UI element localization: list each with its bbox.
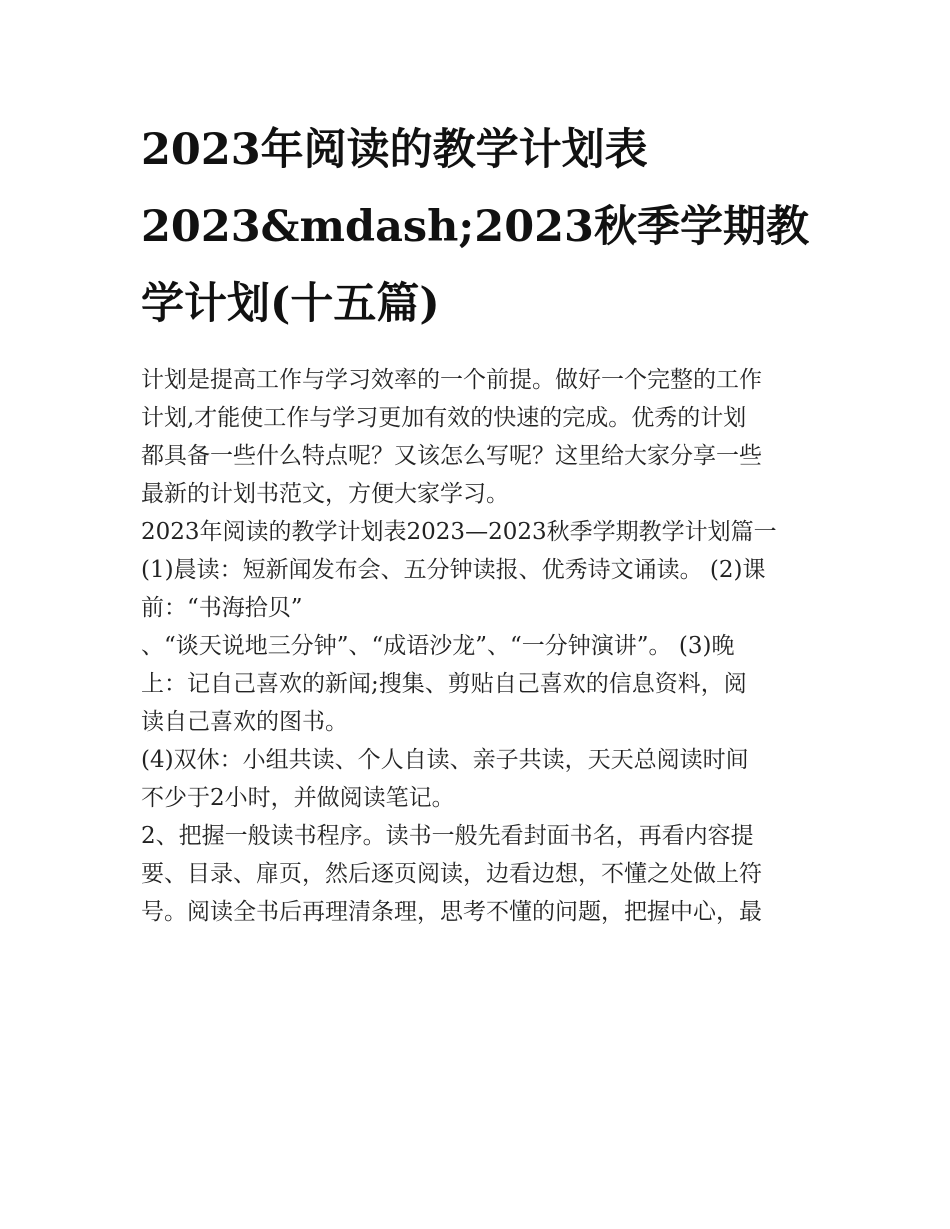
text-line: 读自己喜欢的图书。 [141,709,348,735]
text-line: 前：“书海拾贝” [141,595,303,621]
text-line: 号。阅读全书后再理清条理，思考不懂的问题，把握中心，最 [141,899,762,925]
title-line: 2023年阅读的教学计划表 [141,125,648,175]
document-body [141,361,821,931]
paragraph-morning-reading [141,551,821,627]
paragraph-reading-procedure [141,817,821,931]
text-line: 、“谈天说地三分钟”、“成语沙龙”、“一分钟演讲”。 (3)晚 [141,633,735,659]
title-line: 学计划(十五篇) [141,279,440,329]
text-line: 计划是提高工作与学习效率的一个前提。做好一个完整的工作 [141,367,762,393]
text-line: 2023年阅读的教学计划表2023—2023秋季学期教学计划篇一 [141,519,777,545]
paragraph-section-heading [141,513,821,551]
text-line: 都具备一些什么特点呢？又该怎么写呢？这里给大家分享一些 [141,443,762,469]
text-line: 要、目录、扉页，然后逐页阅读，边看边想，不懂之处做上符 [141,861,762,887]
paragraph-evening-reading [141,627,821,741]
text-line: 上：记自己喜欢的新闻;搜集、剪贴自己喜欢的信息资料，阅 [141,671,747,697]
text-line: (4)双休：小组共读、个人自读、亲子共读，天天总阅读时间 [141,747,749,773]
text-line: 2、把握一般读书程序。读书一般先看封面书名，再看内容提 [141,823,754,849]
text-line: 不少于2小时，并做阅读笔记。 [141,785,455,811]
text-line: 计划,才能使工作与学习更加有效的快速的完成。优秀的计划 [141,405,747,431]
title-line: 2023&mdash;2023秋季学期教 [141,202,809,252]
paragraph-weekend-reading [141,741,821,817]
document-content [141,112,821,931]
document-title [141,112,821,343]
text-line: 最新的计划书范文，方便大家学习。 [141,481,509,507]
paragraph-intro [141,361,821,513]
text-line: (1)晨读：短新闻发布会、五分钟读报、优秀诗文诵读。 (2)课 [141,557,766,583]
